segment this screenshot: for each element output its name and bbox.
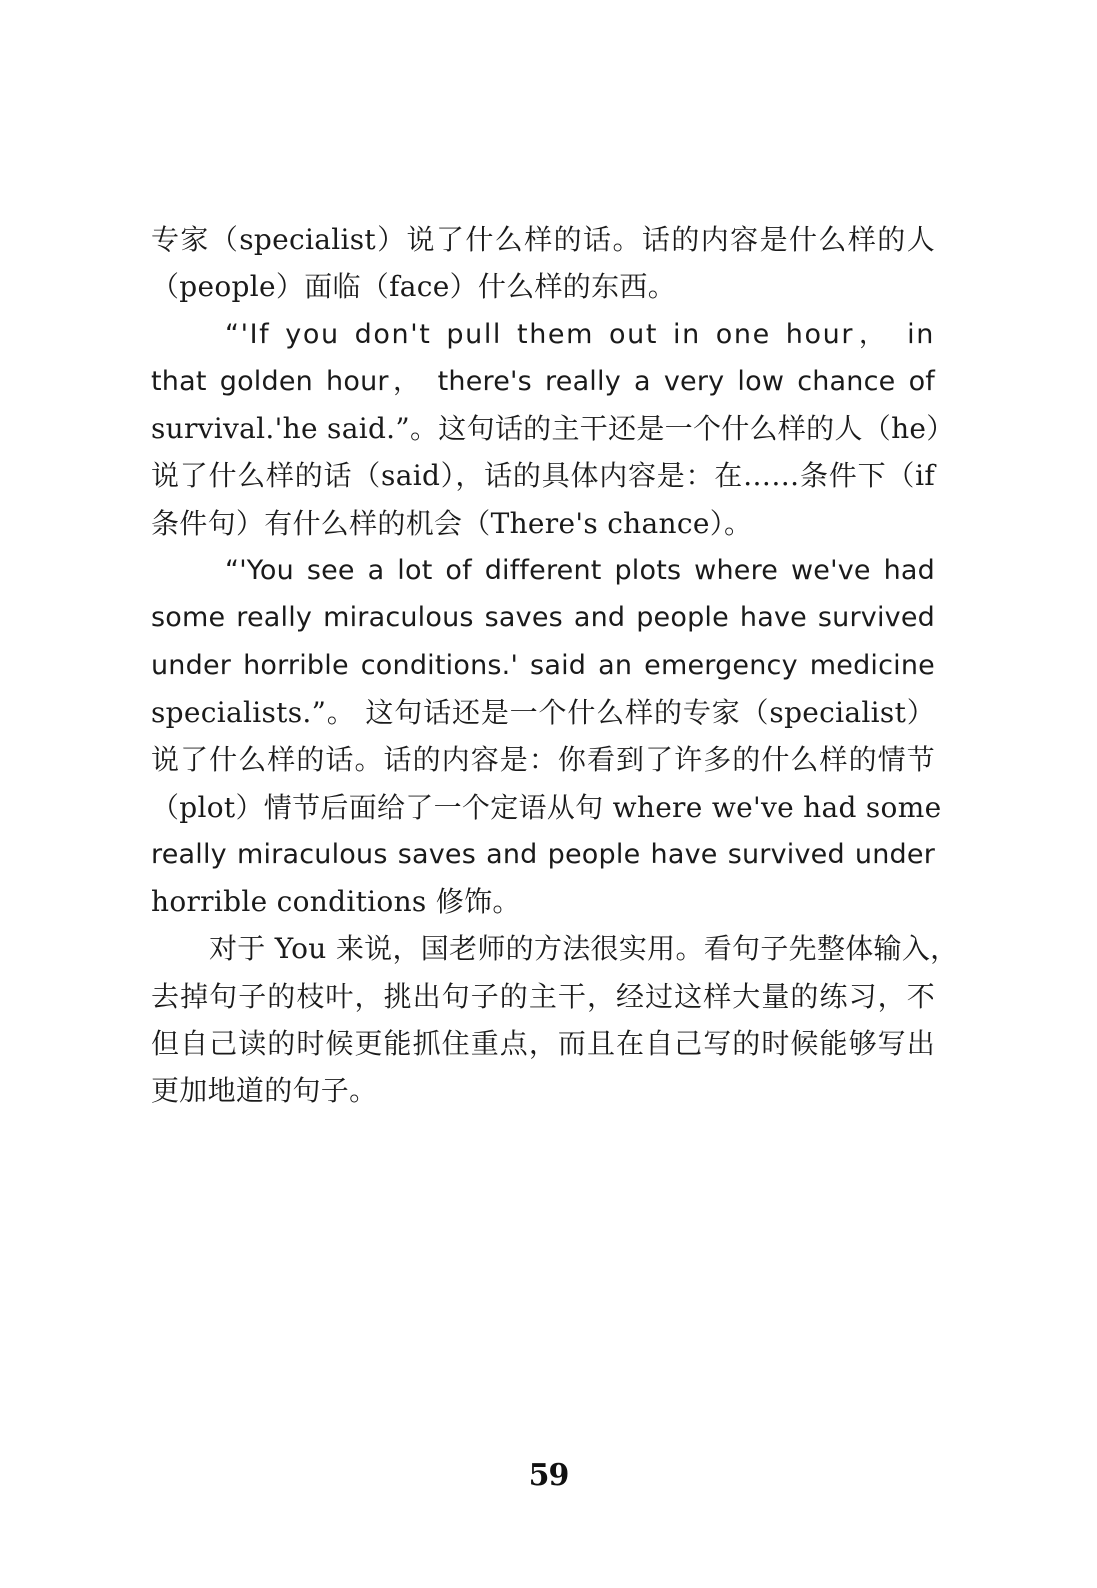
text-line: 说了什么样的话。话的内容是：你看到了许多的什么样的情节 bbox=[151, 743, 935, 777]
text-line: 对于 You 来说，国老师的方法很实用。看句子先整体输入， bbox=[209, 932, 959, 966]
text-line: 条件句）有什么样的机会（There's chance）。 bbox=[151, 506, 753, 540]
text-line: 去掉句子的枝叶，挑出句子的主干，经过这样大量的练习，不 bbox=[151, 979, 935, 1013]
text-line: specialists.”。 这句话还是一个什么样的专家（specialist） bbox=[151, 695, 935, 729]
quote-line: really miraculous saves and people have survived under bbox=[151, 838, 935, 870]
text-line: （people）面临（face）什么样的东西。 bbox=[151, 270, 677, 304]
text-line: 专家（specialist）说了什么样的话。话的内容是什么样的人 bbox=[151, 223, 935, 256]
quote-line: “'You see a lot of different plots where we've had bbox=[225, 555, 935, 587]
quote-line: some really miraculous saves and people have survived bbox=[151, 602, 935, 634]
quote-line: that golden hour， there's really a very low chance of bbox=[151, 365, 935, 397]
text-line: horrible conditions 修饰。 bbox=[151, 885, 521, 919]
text-line: （plot）情节后面给了一个定语从句 where we've had some bbox=[151, 790, 942, 824]
page-number: 59 bbox=[528, 1458, 569, 1493]
text-line: 更加地道的句子。 bbox=[151, 1074, 378, 1108]
text-line: 说了什么样的话（said），话的具体内容是：在……条件下（if bbox=[151, 459, 935, 493]
page-body bbox=[151, 216, 959, 1115]
text-line: 但自己读的时候更能抓住重点，而且在自己写的时候能够写出 bbox=[151, 1027, 935, 1061]
quote-line: “'If you don't pull them out in one hour， in bbox=[225, 318, 935, 350]
quote-line: under horrible conditions.' said an emergency medicine bbox=[151, 649, 935, 681]
text-line: survival.'he said.”。这句话的主干还是一个什么样的人（he） bbox=[151, 412, 955, 446]
